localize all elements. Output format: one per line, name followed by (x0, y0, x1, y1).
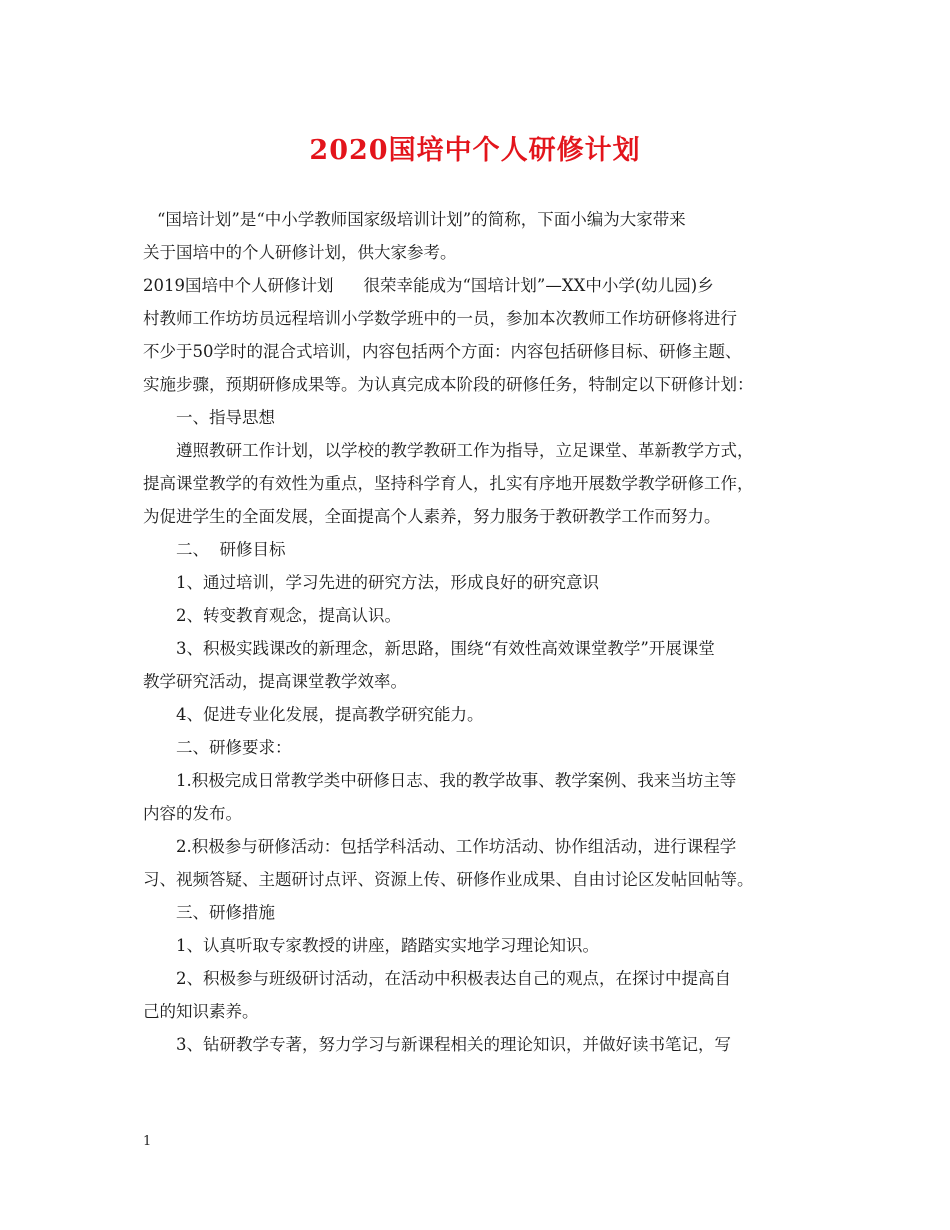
section1-line-2: 提高课堂教学的有效性为重点，坚持科学育人，扎实有序地开展数学教学研修工作， (143, 474, 754, 493)
measure-item-2-cont: 己的知识素养。 (143, 1002, 259, 1021)
plan-line-3: 实施步骤，预期研修成果等。为认真完成本阶段的研修任务，特制定以下研修计划： (143, 375, 754, 394)
plan-line-1: 村教师工作坊坊员远程培训小学数学班中的一员，参加本次教师工作坊研修将进行 (143, 309, 737, 328)
intro-line-1: “国培计划”是“中小学教师国家级培训计划”的简称，下面小编为大家带来 (157, 210, 686, 229)
section-heading-measures: 三、研修措施 (176, 903, 275, 922)
plan-heading: 2019国培中个人研修计划 (143, 276, 334, 295)
measure-item-1: 1、认真听取专家教授的讲座，踏踏实实地学习理论知识。 (176, 936, 599, 955)
measure-item-3: 3、钻研教学专著，努力学习与新课程相关的理论知识，并做好读书笔记，写 (176, 1035, 731, 1054)
goal-item-3: 3、积极实践课改的新理念，新思路，围绕“有效性高效课堂教学”开展课堂 (176, 639, 715, 658)
measure-item-2: 2、积极参与班级研讨活动，在活动中积极表达自己的观点，在探讨中提高自 (176, 969, 731, 988)
plan-line-2: 不少于50学时的混合式培训，内容包括两个方面：内容包括研修目标、研修主题、 (143, 342, 742, 361)
section1-line-3: 为促进学生的全面发展，全面提高个人素养，努力服务于教研教学工作而努力。 (143, 507, 721, 526)
requirement-item-2: 2.积极参与研修活动：包括学科活动、工作坊活动、协作组活动，进行课程学 (176, 837, 737, 856)
goal-item-4: 4、促进专业化发展，提高教学研究能力。 (176, 705, 484, 724)
section-heading-guiding-ideology: 一、指导思想 (176, 408, 275, 427)
requirement-item-1-cont: 内容的发布。 (143, 804, 242, 823)
document-title: 2020国培中个人研修计划 (309, 135, 641, 166)
section-heading-requirements: 二、研修要求： (176, 738, 292, 757)
section1-line-1: 遵照教研工作计划，以学校的教学教研工作为指导，立足课堂、革新教学方式， (176, 441, 754, 460)
page-number: 1 (143, 1134, 152, 1149)
requirement-item-2-cont: 习、视频答疑、主题研讨点评、资源上传、研修作业成果、自由讨论区发帖回帖等。 (143, 870, 754, 889)
plan-first-line-text: 很荣幸能成为“国培计划”—XX中小学(幼儿园)乡 (363, 276, 714, 295)
plan-first-line (143, 269, 813, 302)
goal-item-2: 2、转变教育观念，提高认识。 (176, 606, 401, 625)
section-heading-goals: 二、 研修目标 (176, 540, 286, 559)
goal-item-1: 1、通过培训，学习先进的研究方法，形成良好的研究意识 (176, 573, 599, 592)
intro-line-2: 关于国培中的个人研修计划，供大家参考。 (143, 243, 457, 262)
document-body (143, 203, 813, 1061)
goal-item-3-cont: 教学研究活动，提高课堂教学效率。 (143, 672, 407, 691)
requirement-item-1: 1.积极完成日常教学类中研修日志、我的教学故事、教学案例、我来当坊主等 (176, 771, 737, 790)
